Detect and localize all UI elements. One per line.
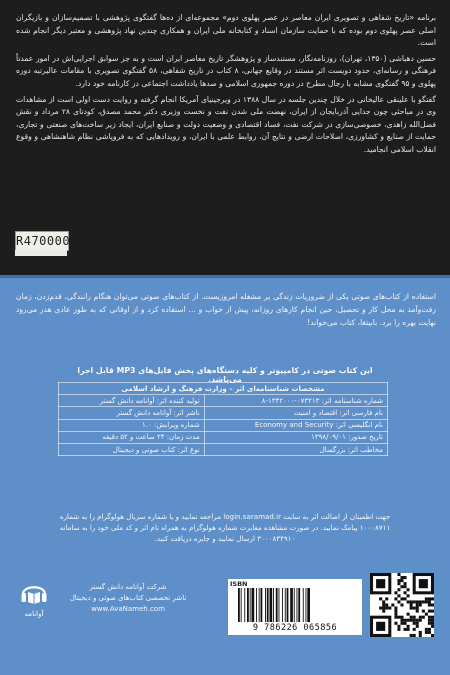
publisher-website[interactable]: www.AvaNameh.com: [91, 605, 165, 613]
table-row: [59, 395, 388, 407]
price-sticker: R470000: [15, 231, 69, 251]
table-row: [59, 443, 388, 455]
spec-cell: ناشر اثر: آوانامه دانش گستر: [59, 407, 205, 419]
author-paragraph: حسین دهباشی (۱۳۵۰، تهران)، روزنامه‌نگار، مستندساز و پژوهشگر تاریخ معاصر ایران است و به جز سوابق اجرایی‌اش در امور عمدتاً فرهنگی و رسانه‌ای، حدود دویست اثر مستند در وقایع جهانی، ۸ کتاب در تاریخ شفاهی، ۵۸ گفتگوی تصویری با مقامات عالیرتبه دوره پهلوی و ۹۵ گفتگوی مشابه با رجال مطرح در دوره جمهوری اسلامی و صدها یادداشت اجتماعی در کارنامه خود دارد.: [16, 53, 437, 88]
spec-cell: تولید کننده اثر: آوانامه دانش گستر: [59, 395, 205, 407]
spec-table-title: مشخصات شناسنامه‌ای اثر – وزارت فرهنگ و ارشاد اسلامی: [59, 383, 388, 395]
qr-code-icon: [370, 573, 434, 637]
qr-code: [370, 573, 434, 637]
spec-cell: مخاطب اثر: بزرگسال: [204, 443, 387, 455]
table-row: [59, 407, 388, 419]
spec-cell: نام انگلیسی اثر: Economy and Security: [204, 419, 387, 431]
logo-caption: آوانامه: [24, 610, 44, 618]
mp3-compatibility-note: این کتاب صوتی در کامپیوتر و کلیه دستگاه‌های پخش فایل‌های MP3 قابل اجرا می‌باشد.: [77, 366, 373, 384]
isbn-number: 9 786226 065856: [252, 623, 338, 633]
isbn-barcode: [228, 579, 362, 635]
publisher-name: شرکت آوانامه دانش گستر: [89, 583, 167, 591]
back-cover-top-section: [0, 0, 450, 275]
program-paragraph: برنامه «تاریخ شفاهی و تصویری ایران معاصر در عصر پهلوی دوم» مجموعه‌ای از ده‌ها گفتگوی پژوهشی با تصمیم‌سازان و بازیگران اصلی عصر پهلوی دوم بوده که با حمایت سازمان اسناد و کتابخانه ملی ایران و همکاری چندین نهاد پژوهشی و معتبر دیگر انجام شده است.: [16, 13, 436, 48]
publisher-tagline: ناشر تخصصی کتاب‌های صوتی و دیجیتال: [69, 594, 187, 602]
back-cover-bottom-section: [0, 278, 450, 675]
spec-cell: مدت زمان: ۲۴ ساعت و ۵۲ دقیقه: [59, 431, 205, 443]
spec-cell: شماره شناسنامه اثر: ۰۷۳۲۱۳-۱۳۴۲۰۰۰-۸: [204, 395, 387, 407]
interview-paragraph: گفتگو با علینقی عالیخانی در خلال چندین جلسه در سال ۱۳۸۸ در ویرجینیای آمریکا انجام گرفته و روایت دست اولی است از مشاهدات وی در مباحثی چون جدایی آذربایجان از ایران، نهضت ملی شدن نفت و نخست وزیری دکتر محمد مصدق، کودتای ۲۸ مرداد و نقش فضل‌الله زاهدی، خصوصی‌سازی در شرکت نفت، فساد اقتصادی و وضعیت دولت و صنایع ایران، ایجاد زیر ساخت‌های صنعتی و تجاری، حمایت از صنایع و کشاورزی، اصلاحات ارضی و نتایج آن، روابط علمی با ایران، و رویدادهایی که به فروپاشی نظام شاهنشاهی و وقوع انقلاب اسلامی انجامید.: [16, 94, 436, 154]
spec-table: [58, 382, 388, 456]
publisher-info: [58, 582, 198, 615]
spec-cell: نام فارسی اثر: اقتصاد و امنیت: [204, 407, 387, 419]
authenticity-note: جهت اطمینان از اصالت اثر به سایت login.saramad.ir مراجعه نمایید و یا شماره سریال هولوگرام را به شماره ۱۰۰۰۸۷۱۱ پیامک نمایید. در صورت مشاهده مغایرت شماره هولوگرام به همراه نام اثر و کد ملی خود را به سامانه ۳۰۰۰۸۳۴۹۱۰ ارسال نمایید و جایزه دریافت کنید.: [59, 512, 391, 543]
audiobook-intro: استفاده از کتاب‌های صوتی یکی از ضروریات زندگی پر مشغله امروزیست. از کتاب‌های صوتی می‌توان هنگام رانندگی، قدم‌زدن، زمان رفت‌وآمد به محل کار و تحصیل، حین انجام کارهای روزانه، پیش از خواب و ... استفاده کرد و از اوقاتی که به طور عادی هدر می‌رود نهایت بهره را برد. بابیتغا، کتاب می‌خواند!: [16, 292, 436, 327]
spec-cell: نوع اثر: کتاب صوتی و دیجیتال: [59, 443, 205, 455]
description-text: [16, 12, 436, 160]
barcode-bars: [238, 588, 352, 622]
isbn-label: ISBN: [230, 580, 248, 588]
table-row: [59, 419, 388, 431]
headphones-book-icon: [20, 580, 48, 606]
table-row: [59, 431, 388, 443]
spec-cell: شماره ویرایش: ۱.۰: [59, 419, 205, 431]
spec-cell: تاریخ صدور: ۱۳۹۸/۰۹/۰۱: [204, 431, 387, 443]
sticker-strip: [15, 250, 67, 256]
